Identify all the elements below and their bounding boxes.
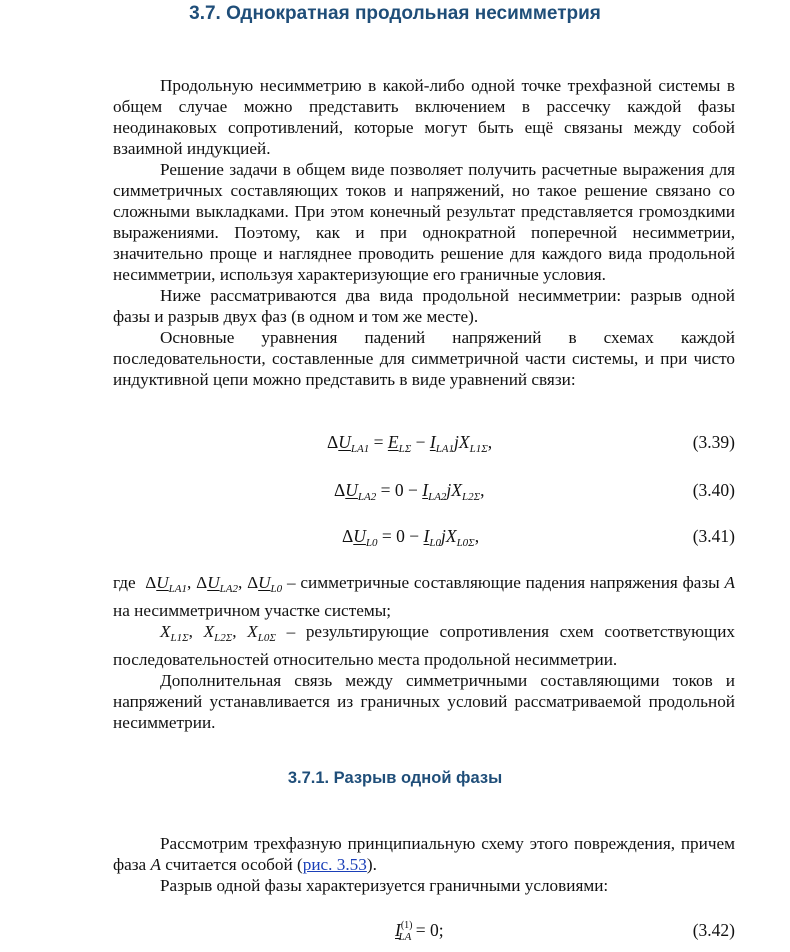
paragraph: Продольную несимметрию в какой-либо одной точке трехфазной системы в общем случае можно представить включением в рассечку каждой фазы неодинаковых сопротивлений, которые могут быть ещё связаны между собой взаимной индукцией. [113, 76, 735, 158]
paragraph: Ниже рассматриваются два вида продольной несимметрии: разрыв одной фазы и разрыв двух фаз (в одном и том же месте). [113, 286, 735, 326]
equation-body: $\Delta U_{LA2} = 0 - I_{LA2}jX_{L2\Sigma}$, [334, 480, 485, 503]
section-title: 3.7. Однократная продольная несимметрия [189, 3, 601, 24]
equation-body: $\Delta U_{L0} = 0 - I_{L0}jX_{L0\Sigma}$, [342, 526, 480, 549]
equation-number: (3.41) [692, 526, 735, 546]
where-voltages: где $\Delta U_{LA1}$, $\Delta U_{LA2}$, $\Delta U_{L0}$ – симметричные составляющие падения напряжения фазы A на несимметричном участке системы; [113, 573, 736, 620]
paragraph: Основные уравнения падений напряжений в схемах каждой последовательности, составленные для симметричной части системы, и при чисто индуктивной цепи можно представить в виде уравнений связи: [113, 328, 735, 389]
subsection-text-block [113, 833, 735, 896]
paragraph: Решение задачи в общем виде позволяет получить расчетные выражения для симметричных составляющих токов и напряжений, но такое решение связано со сложными выкладками. При этом конечный результат представляется громоздкими выражениями. Поэтому, как и при однократной поперечной несимметрии, значительно проще и нагляднее проводить решение для каждого вида продольной несимметрии, используя характеризующие его граничные условия. [113, 160, 735, 284]
equation-3-41 [113, 524, 735, 550]
equation-3-42 [113, 918, 735, 944]
paragraph: Дополнительная связь между симметричными составляющими токов и напряжений устанавливается из граничных условий рассматриваемой продольной несимметрии. [113, 671, 735, 732]
equation-number: (3.42) [692, 920, 735, 940]
paragraph: Рассмотрим трехфазную принципиальную схему этого повреждения, причем фаза A считается особой (рис. 3.53). [113, 834, 735, 874]
equation-3-39 [113, 430, 735, 456]
equation-3-40 [113, 478, 735, 504]
figure-link[interactable]: рис. 3.53 [302, 855, 367, 874]
paragraph: Разрыв одной фазы характеризуется граничными условиями: [160, 876, 609, 895]
intro-text-block [113, 75, 735, 390]
subsection-title: 3.7.1. Разрыв одной фазы [287, 769, 503, 787]
where-block [113, 572, 735, 733]
equation-body: $\Delta U_{LA1} = E_{L\Sigma} - I_{LA1}jX_{L1\Sigma}$, [327, 432, 493, 455]
equation-number: (3.40) [692, 480, 735, 500]
equation-body: $I^{(1)}_{LA} = 0$; [395, 920, 444, 943]
where-resistances: $X_{L1\Sigma}$, $X_{L2\Sigma}$, $X_{L0\Sigma}$ – результирующие сопротивления схем соответствующих последовательностей относительно места продольной несимметрии. [113, 622, 736, 669]
equation-number: (3.39) [692, 432, 735, 452]
